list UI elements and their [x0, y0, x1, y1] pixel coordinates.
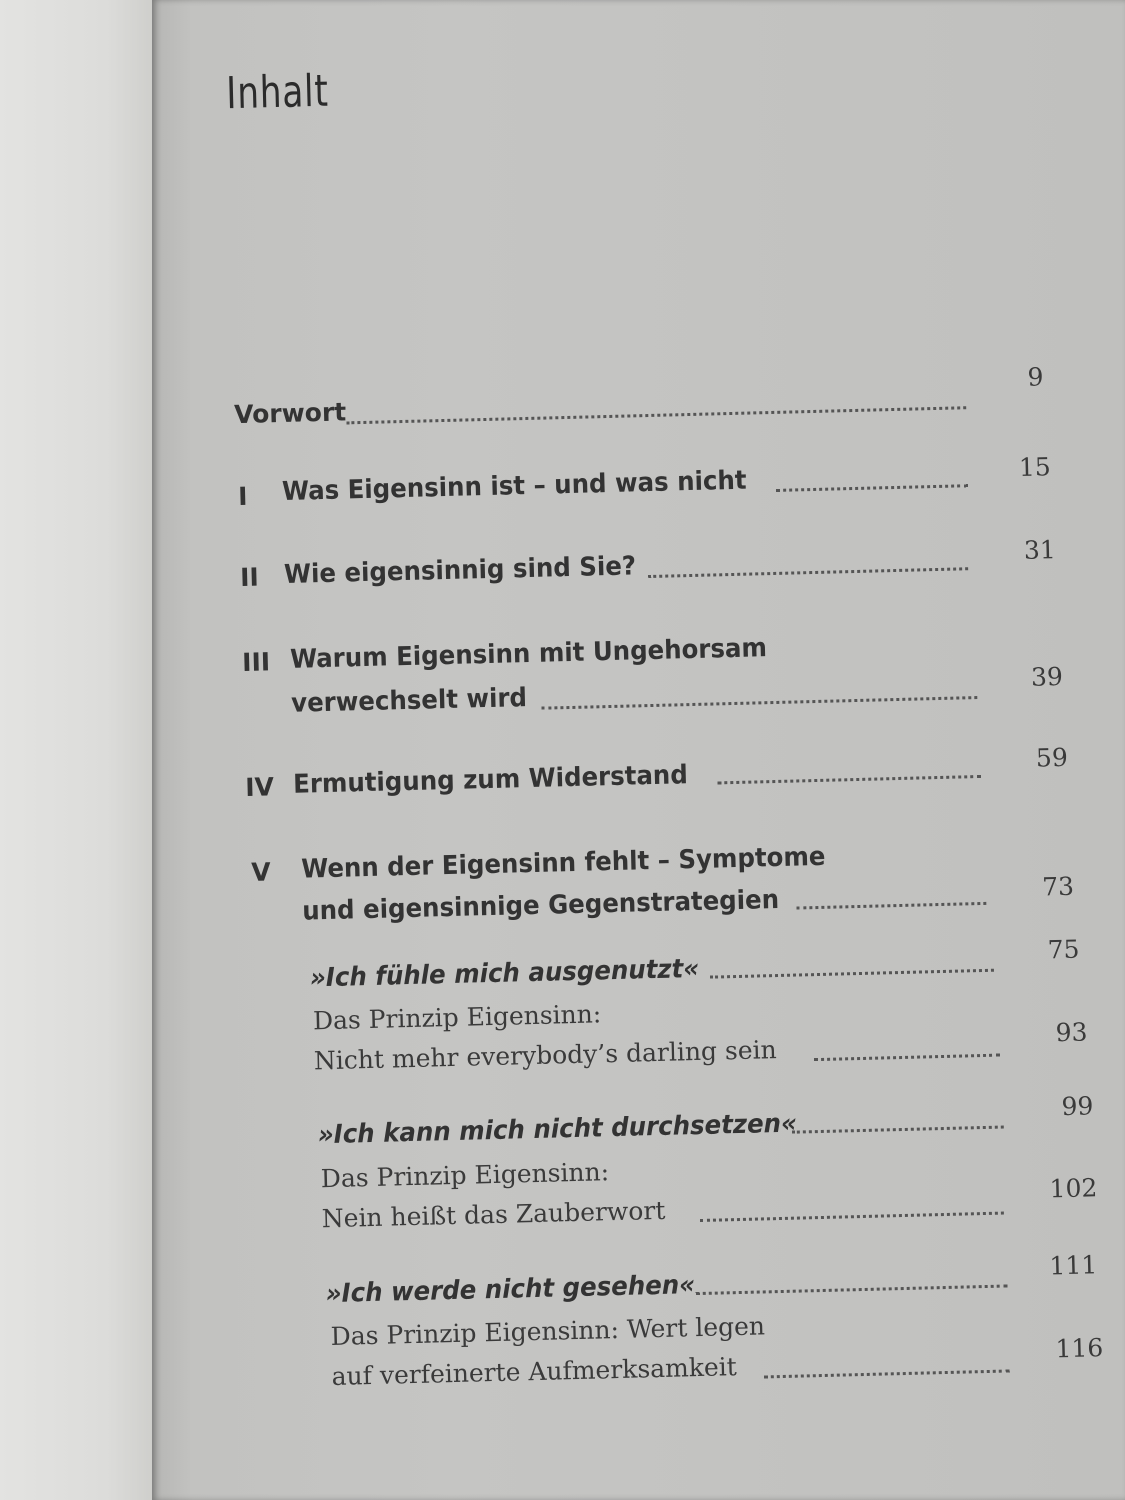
leader-dots	[776, 484, 968, 492]
toc-title: Wie eigensinnig sind Sie?	[283, 551, 637, 590]
leader-dots	[814, 1054, 1000, 1062]
leader-dots	[764, 1369, 1010, 1378]
toc-title: »Ich kann mich nicht durchsetzen«	[317, 1108, 798, 1151]
toc-subtitle-line-2: Nein heißt das Zauberwort	[321, 1195, 666, 1234]
toc-title: »Ich werde nicht gesehen«	[325, 1270, 696, 1310]
toc-title: »Ich fühle mich ausgenutzt«	[309, 953, 700, 994]
book-page	[152, 0, 1125, 1500]
toc-page-number: 111	[1049, 1250, 1098, 1281]
toc-page-number: 15	[1018, 452, 1052, 482]
toc-title-line-1: Wenn der Eigensinn fehlt – Symptome	[300, 841, 826, 885]
toc-entry-chapter-3	[240, 625, 1122, 736]
toc-page-number: 102	[1049, 1173, 1098, 1204]
toc-entry-chapter-4	[243, 742, 1124, 821]
toc-entry-vorwort	[233, 362, 1115, 450]
leader-dots	[710, 969, 994, 979]
chapter-number: IV	[244, 772, 275, 802]
leader-dots	[346, 406, 966, 424]
leader-dots	[792, 1126, 1004, 1134]
leader-dots	[696, 1284, 1008, 1295]
toc-page-number: 59	[1035, 742, 1069, 773]
leader-dots	[541, 696, 977, 710]
leader-dots	[796, 902, 986, 910]
toc-page-number: 93	[1055, 1017, 1088, 1048]
toc-subtitle-line-2: auf verfeinerte Aufmerksamkeit	[331, 1352, 738, 1392]
toc-subtitle-line-1: Das Prinzip Eigensinn: Wert legen	[330, 1311, 766, 1352]
chapter-number: V	[250, 857, 272, 887]
toc-entry-chapter-5	[245, 834, 1125, 945]
toc-title: Vorwort	[233, 397, 347, 430]
toc-entry-chapter-1	[236, 452, 1117, 528]
toc-page-number: 116	[1055, 1333, 1104, 1364]
toc-page-number: 75	[1047, 934, 1080, 965]
toc-subtitle-line-1: Das Prinzip Eigensinn:	[312, 999, 602, 1036]
toc-entry-chapter-2	[238, 535, 1119, 611]
toc-subtitle-line-2: Nicht mehr everybody’s darling sein	[313, 1035, 777, 1076]
toc-page-number: 99	[1061, 1091, 1094, 1122]
chapter-number: III	[241, 647, 271, 677]
chapter-number: I	[237, 481, 248, 512]
toc-title-line-2: und eigensinnige Gegenstrategien	[301, 884, 780, 927]
leader-dots	[717, 775, 981, 784]
chapter-number: II	[239, 562, 260, 593]
toc-page-number: 9	[1027, 362, 1044, 392]
toc-page-number: 31	[1023, 535, 1057, 565]
facing-page	[0, 0, 152, 1500]
toc-title: Was Eigensinn ist – und was nicht	[281, 465, 747, 507]
page-title: Inhalt	[225, 65, 330, 120]
toc-title: Ermutigung zum Widerstand	[292, 760, 689, 800]
page-content	[152, 0, 1125, 1500]
toc-subtitle-line-1: Das Prinzip Eigensinn:	[320, 1157, 610, 1194]
toc-page-number: 39	[1030, 661, 1064, 692]
leader-dots	[700, 1212, 1004, 1222]
toc-title-line-2: verwechselt wird	[290, 683, 528, 719]
toc-page-number: 73	[1041, 871, 1075, 902]
leader-dots	[648, 567, 968, 578]
toc-title-line-1: Warum Eigensinn mit Ungehorsam	[289, 633, 768, 675]
